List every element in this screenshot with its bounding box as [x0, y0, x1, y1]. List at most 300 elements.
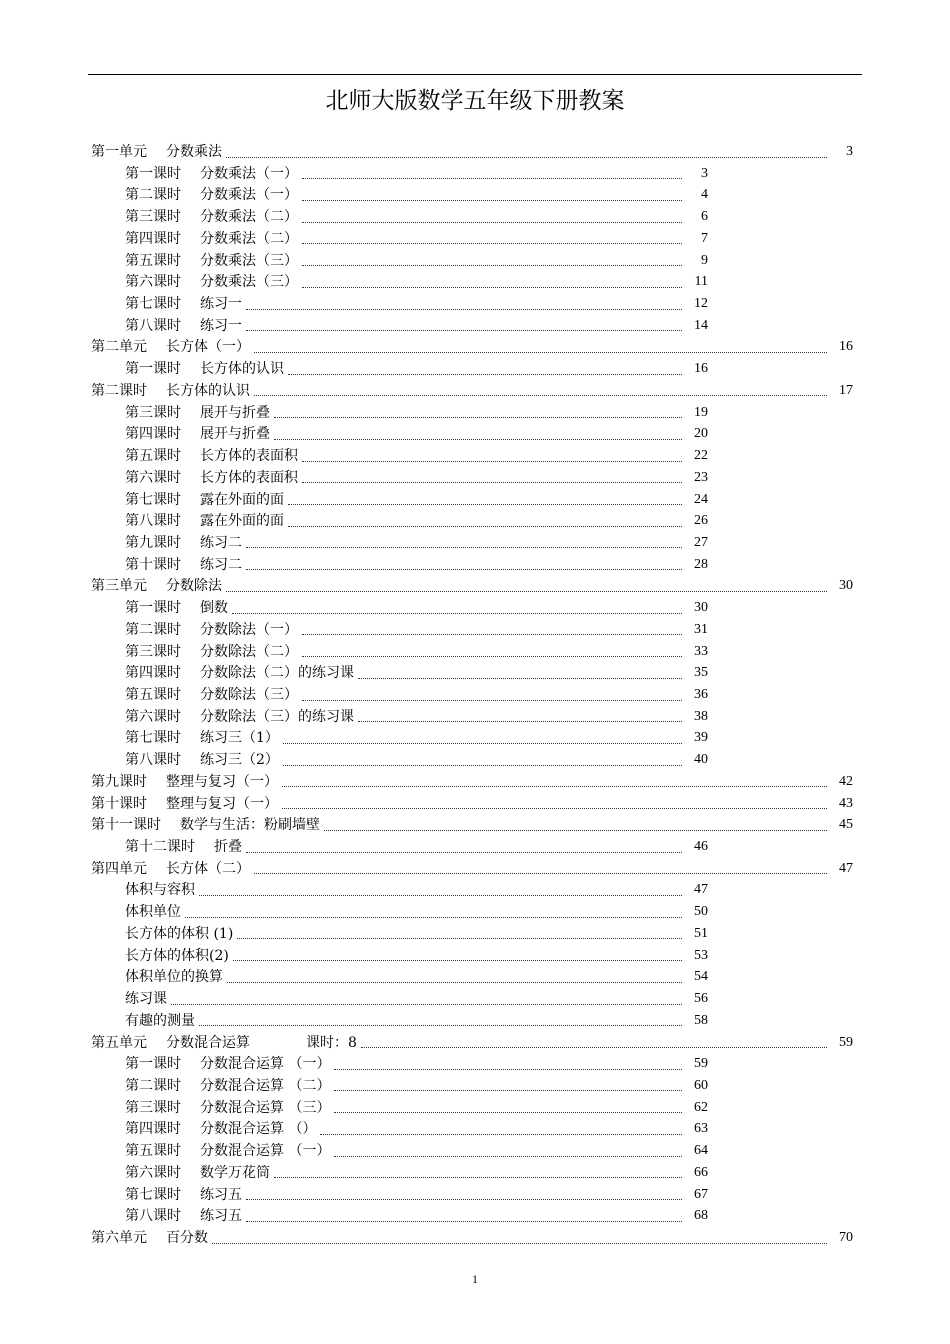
toc-entry-title: 练习二: [200, 534, 242, 551]
toc-entry-label: [91, 380, 250, 402]
toc-entry-number: 第二课时: [125, 1077, 181, 1094]
toc-entry-page: 60: [694, 1077, 708, 1093]
toc-entry-label: [125, 1140, 330, 1162]
toc-entry-title: 数学万花筒: [200, 1164, 270, 1181]
toc-entry-sub[interactable]: [125, 1075, 708, 1097]
dot-leader: [302, 634, 682, 635]
toc-entry-page: 43: [839, 795, 853, 811]
toc-entry-page: 59: [694, 1056, 708, 1072]
toc-entry-label: [125, 901, 181, 923]
toc-entry-sub[interactable]: [125, 1053, 708, 1075]
toc-entry-sub[interactable]: [125, 749, 708, 771]
dot-leader: [283, 743, 682, 744]
toc-entry-label: [125, 293, 242, 315]
toc-entry-page: 3: [701, 165, 708, 181]
dot-leader: [302, 461, 682, 462]
toc-entry-number: 第十一课时: [91, 817, 161, 834]
toc-entry-number: 第七课时: [125, 730, 181, 747]
toc-entry-number: 第六课时: [125, 469, 181, 486]
toc-entry-page: 9: [701, 252, 708, 268]
toc-entry-title: 分数乘法（三）: [200, 274, 298, 291]
toc-entry-sub[interactable]: [125, 532, 708, 554]
toc-entry-number: 第二单元: [91, 339, 147, 356]
dot-leader: [282, 808, 827, 809]
toc-entry-title: 练习五: [200, 1186, 242, 1203]
toc-entry-label: [125, 923, 233, 945]
toc-entry-title: 练习一: [200, 296, 242, 313]
dot-leader: [324, 830, 827, 831]
toc-entry-page: 58: [694, 1012, 708, 1028]
toc-entry-label: [91, 793, 278, 815]
toc-entry-number: 第四单元: [91, 860, 147, 877]
toc-entry-label: [91, 1032, 357, 1054]
toc-entry-number: 第三课时: [125, 1099, 181, 1116]
toc-entry-number: 第一课时: [125, 165, 181, 182]
toc-entry-number: 第四课时: [125, 230, 181, 247]
toc-entry-title: 分数除法（二）的练习课: [200, 665, 354, 682]
toc-entry-number: 第三单元: [91, 578, 147, 595]
toc-entry-label: [91, 814, 320, 836]
toc-entry-label: [125, 597, 228, 619]
toc-entry-number: 第九课时: [125, 534, 181, 551]
dot-leader: [302, 482, 682, 483]
toc-entry-number: 第八课时: [125, 1208, 181, 1225]
toc-entry-title: 分数混合运算 课时：8: [166, 1034, 357, 1051]
dot-leader: [288, 526, 682, 527]
dot-leader: [288, 504, 682, 505]
dot-leader: [246, 309, 682, 310]
toc-entry-label: [125, 489, 284, 511]
toc-entry-number: 第四课时: [125, 426, 181, 443]
dot-leader: [254, 395, 827, 396]
toc-entry-label: [125, 206, 298, 228]
toc-entry-page: 59: [839, 1034, 853, 1050]
toc-entry-page: 56: [694, 991, 708, 1007]
toc-entry-label: [125, 706, 354, 728]
toc-entry-label: [91, 1227, 208, 1249]
toc-entry-page: 7: [701, 230, 708, 246]
toc-entry-sub[interactable]: [125, 1010, 708, 1032]
dot-leader: [302, 222, 682, 223]
toc-entry-title: 露在外面的面: [200, 513, 284, 530]
toc-entry-main[interactable]: [91, 793, 853, 815]
toc-entry-page: 16: [694, 361, 708, 377]
toc-entry-number: 第二课时: [91, 382, 147, 399]
toc-entry-number: 第十二课时: [125, 839, 195, 856]
dot-leader: [302, 287, 682, 288]
dot-leader: [302, 243, 682, 244]
toc-entry-page: 66: [694, 1164, 708, 1180]
toc-entry-label: [125, 945, 229, 967]
toc-entry-label: [91, 771, 278, 793]
dot-leader: [185, 917, 682, 918]
dot-leader: [282, 786, 827, 787]
dot-leader: [226, 591, 827, 592]
toc-entry-title: 分数乘法（一）: [200, 187, 298, 204]
toc-entry-title: 练习五: [200, 1208, 242, 1225]
toc-entry-number: 第九课时: [91, 773, 147, 790]
toc-entry-title: 分数混合运算 （）: [200, 1121, 317, 1138]
toc-entry-sub[interactable]: [125, 163, 708, 185]
toc-entry-label: [91, 141, 222, 163]
toc-entry-sub[interactable]: [125, 271, 708, 293]
dot-leader: [246, 1221, 682, 1222]
toc-entry-page: 51: [694, 925, 708, 941]
toc-entry-title: 分数乘法（一）: [200, 165, 298, 182]
toc-entry-page: 16: [839, 339, 853, 355]
toc-entry-title: 长方体的体积(2): [125, 947, 229, 964]
toc-entry-title: 长方体的认识: [200, 361, 284, 378]
toc-entry-label: [125, 532, 242, 554]
toc-entry-title: 分数除法（三）的练习课: [200, 708, 354, 725]
toc-entry-sub[interactable]: [125, 445, 708, 467]
toc-entry-label: [125, 510, 284, 532]
toc-entry-page: 27: [694, 534, 708, 550]
toc-entry-title: 展开与折叠: [200, 404, 270, 421]
toc-entry-number: 第八课时: [125, 317, 181, 334]
toc-entry-title: 分数乘法: [166, 144, 222, 160]
toc-entry-sub[interactable]: [125, 554, 708, 576]
toc-entry-title: 练习三（1）: [200, 730, 279, 747]
toc-entry-page: 23: [694, 469, 708, 485]
toc-entry-page: 30: [694, 600, 708, 616]
dot-leader: [302, 265, 682, 266]
toc-entry-page: 31: [694, 621, 708, 637]
toc-entry-page: 67: [694, 1186, 708, 1202]
dot-leader: [233, 960, 682, 961]
dot-leader: [361, 1047, 827, 1048]
toc-entry-sub[interactable]: [125, 250, 708, 272]
toc-entry-sub[interactable]: [125, 923, 708, 945]
toc-entry-number: 第五课时: [125, 252, 181, 269]
toc-entry-number: 第四课时: [125, 665, 181, 682]
toc-entry-sub[interactable]: [125, 467, 708, 489]
toc-entry-page: 14: [694, 317, 708, 333]
toc-entry-label: [125, 163, 298, 185]
toc-entry-number: 第六课时: [125, 1164, 181, 1181]
toc-entry-sub[interactable]: [125, 1140, 708, 1162]
toc-entry-sub[interactable]: [125, 684, 708, 706]
toc-entry-page: 33: [694, 643, 708, 659]
toc-entry-label: [125, 1184, 242, 1206]
dot-leader: [212, 1243, 827, 1244]
toc-entry-page: 45: [839, 817, 853, 833]
dot-leader: [334, 1112, 682, 1113]
dot-leader: [283, 765, 682, 766]
dot-leader: [302, 656, 682, 657]
toc-entry-label: [125, 554, 242, 576]
toc-entry-main[interactable]: [91, 1227, 853, 1249]
toc-entry-title: 分数乘法（二）: [200, 230, 298, 247]
toc-entry-sub[interactable]: [125, 966, 708, 988]
toc-entry-main[interactable]: [91, 575, 853, 597]
toc-entry-title: 体积与容积: [125, 882, 195, 899]
toc-entry-sub[interactable]: [125, 358, 708, 380]
toc-entry-sub[interactable]: [125, 988, 708, 1010]
toc-entry-title: 练习一: [200, 317, 242, 334]
toc-entry-label: [91, 858, 250, 880]
toc-entry-number: 第五课时: [125, 448, 181, 465]
toc-entry-page: 35: [694, 665, 708, 681]
toc-entry-sub[interactable]: [125, 510, 708, 532]
toc-entry-label: [125, 662, 354, 684]
toc-entry-page: 62: [694, 1099, 708, 1115]
toc-entry-title: 分数除法（二）: [200, 643, 298, 660]
toc-entry-sub[interactable]: [125, 228, 708, 250]
toc-entry-page: 24: [694, 491, 708, 507]
header-rule: [88, 74, 862, 75]
toc-entry-page: 20: [694, 426, 708, 442]
toc-entry-label: [125, 467, 298, 489]
toc-entry-title: 数学与生活：粉刷墙壁: [180, 817, 320, 834]
toc-entry-title: 分数混合运算 （一）: [200, 1056, 331, 1073]
toc-entry-label: [125, 250, 298, 272]
toc-entry-number: 第六课时: [125, 274, 181, 291]
toc-entry-page: 4: [701, 187, 708, 203]
toc-entry-sub[interactable]: [125, 315, 708, 337]
toc-entry-number: 第八课时: [125, 752, 181, 769]
toc-entry-page: 36: [694, 687, 708, 702]
toc-entry-page: 63: [694, 1121, 708, 1137]
dot-leader: [232, 613, 682, 614]
toc-entry-sub[interactable]: [125, 1162, 708, 1184]
toc-entry-label: [125, 684, 298, 706]
toc-entry-sub[interactable]: [125, 662, 708, 684]
toc-entry-title: 体积单位: [125, 904, 181, 921]
toc-entry-title: 百分数: [166, 1230, 208, 1246]
toc-entry-number: 第一单元: [91, 144, 147, 160]
toc-entry-page: 3: [846, 144, 853, 159]
dot-leader: [246, 569, 682, 570]
toc-entry-main[interactable]: [91, 1032, 853, 1054]
toc-entry-title: 分数乘法（三）: [200, 252, 298, 269]
toc-entry-number: 第十课时: [91, 795, 147, 812]
dot-leader: [199, 1025, 682, 1026]
toc-entry-number: 第十课时: [125, 556, 181, 573]
toc-entry-sub[interactable]: [125, 1184, 708, 1206]
toc-entry-number: 第七课时: [125, 1186, 181, 1203]
toc-entry-page: 38: [694, 708, 708, 724]
dot-leader: [288, 374, 682, 375]
toc-entry-number: 第三课时: [125, 209, 181, 226]
dot-leader: [302, 700, 682, 701]
toc-entry-number: 第一课时: [125, 1056, 181, 1073]
toc-entry-label: [125, 1205, 242, 1227]
toc-entry-sub[interactable]: [125, 901, 708, 923]
toc-entry-sub[interactable]: [125, 206, 708, 228]
toc-entry-title: 分数除法（三）: [200, 687, 298, 703]
toc-entry-number: 第四课时: [125, 1121, 181, 1138]
toc-entry-number: 第五课时: [125, 687, 181, 703]
toc-entry-sub[interactable]: [125, 706, 708, 728]
toc-entry-title: 长方体（二）: [166, 860, 250, 877]
toc-entry-page: 54: [694, 969, 708, 985]
toc-entry-label: [125, 184, 298, 206]
toc-entry-sub[interactable]: [125, 879, 708, 901]
toc-entry-title: 分数混合运算 （一）: [200, 1143, 331, 1160]
toc-entry-main[interactable]: [91, 771, 853, 793]
toc-entry-title: 长方体的表面积: [200, 448, 298, 465]
toc-entry-label: [125, 423, 270, 445]
toc-entry-label: [125, 1075, 330, 1097]
dot-leader: [358, 678, 682, 679]
toc-entry-label: [125, 1097, 330, 1119]
toc-entry-label: [125, 619, 298, 641]
toc-entry-number: 第二课时: [125, 187, 181, 204]
toc-entry-sub[interactable]: [125, 1097, 708, 1119]
toc-entry-title: 露在外面的面: [200, 491, 284, 508]
toc-entry-label: [91, 575, 222, 597]
toc-entry-sub[interactable]: [125, 641, 708, 663]
dot-leader: [254, 873, 827, 874]
toc-entry-number: 第六单元: [91, 1230, 147, 1246]
toc-entry-title: 长方体的表面积: [200, 469, 298, 486]
toc-entry-page: 12: [694, 296, 708, 312]
toc-entry-label: [125, 1162, 270, 1184]
toc-entry-main[interactable]: [91, 336, 853, 358]
toc-entry-main[interactable]: [91, 858, 853, 880]
toc-entry-number: 第五课时: [125, 1143, 181, 1160]
toc-entry-sub[interactable]: [125, 1118, 708, 1140]
toc-entry-label: [125, 271, 298, 293]
toc-entry-number: 第七课时: [125, 491, 181, 508]
dot-leader: [171, 1004, 682, 1005]
toc-entry-title: 体积单位的换算: [125, 969, 223, 986]
toc-entry-sub[interactable]: [125, 423, 708, 445]
toc-entry-title: 分数混合运算 （三）: [200, 1099, 331, 1116]
toc-entry-main[interactable]: [91, 814, 853, 836]
toc-entry-page: 6: [701, 209, 708, 225]
toc-entry-title: 长方体（一）: [166, 339, 250, 356]
toc-entry-title: 长方体的体积 (1): [125, 925, 234, 942]
toc-entry-sub[interactable]: [125, 184, 708, 206]
toc-entry-sub[interactable]: [125, 489, 708, 511]
dot-leader: [199, 895, 682, 896]
toc-entry-page: 22: [694, 448, 708, 464]
dot-leader: [358, 721, 682, 722]
toc-entry-label: [125, 1010, 195, 1032]
toc-entry-title: 长方体的认识: [166, 382, 250, 399]
toc-entry-page: 11: [694, 274, 708, 290]
toc-entry-title: 倒数: [200, 600, 228, 617]
toc-entry-title: 分数除法: [166, 578, 222, 595]
toc-entry-label: [125, 1053, 330, 1075]
toc-entry-sub[interactable]: [125, 597, 708, 619]
dot-leader: [246, 547, 682, 548]
toc-entry-page: 26: [694, 513, 708, 529]
toc-entry-page: 68: [694, 1208, 708, 1224]
toc-entry-number: 第二课时: [125, 621, 181, 638]
toc-entry-title: 分数混合运算 （二）: [200, 1077, 331, 1094]
toc-entry-number: 第八课时: [125, 513, 181, 530]
toc-entry-page: 64: [694, 1143, 708, 1159]
dot-leader: [274, 417, 682, 418]
toc-entry-sub[interactable]: [125, 1205, 708, 1227]
toc-entry-title: 有趣的测量: [125, 1012, 195, 1029]
toc-entry-page: 17: [839, 382, 853, 398]
toc-entry-title: 折叠: [214, 839, 242, 856]
toc-entry-title: 分数除法（一）: [200, 621, 298, 638]
toc-entry-title: 整理与复习（一）: [166, 795, 278, 812]
dot-leader: [226, 157, 827, 158]
toc-entry-label: [125, 836, 242, 858]
toc-entry-page: 46: [694, 839, 708, 855]
toc-entry-label: [125, 879, 195, 901]
toc-entry-sub[interactable]: [125, 619, 708, 641]
toc-entry-label: [125, 445, 298, 467]
toc-entry-number: 第三课时: [125, 643, 181, 660]
toc-entry-page: 39: [694, 730, 708, 746]
dot-leader: [274, 439, 682, 440]
toc-entry-label: [125, 402, 270, 424]
toc-entry-number: 第一课时: [125, 600, 181, 617]
toc-entry-title: 分数乘法（二）: [200, 209, 298, 226]
toc-entry-label: [125, 749, 279, 771]
toc-entry-number: 第三课时: [125, 404, 181, 421]
toc-entry-sub[interactable]: [125, 836, 708, 858]
dot-leader: [227, 982, 682, 983]
toc-entry-label: [125, 358, 284, 380]
dot-leader: [334, 1090, 682, 1091]
toc-entry-number: 第七课时: [125, 296, 181, 313]
dot-leader: [237, 938, 682, 939]
page-number: 1: [472, 1272, 478, 1286]
toc-entry-sub[interactable]: [125, 293, 708, 315]
toc-entry-page: 30: [839, 578, 853, 594]
dot-leader: [334, 1069, 682, 1070]
toc-entry-sub[interactable]: [125, 402, 708, 424]
toc-entry-title: 练习二: [200, 556, 242, 573]
toc-entry-page: 70: [839, 1230, 853, 1245]
toc-entry-page: 47: [839, 860, 853, 876]
toc-entry-number: 第六课时: [125, 708, 181, 725]
toc-entry-label: [91, 336, 250, 358]
toc-entry-main[interactable]: [91, 380, 853, 402]
document-title: 北师大版数学五年级下册教案: [325, 88, 625, 114]
dot-leader: [334, 1156, 682, 1157]
toc-entry-page: 42: [839, 773, 853, 789]
dot-leader: [246, 852, 682, 853]
toc-entry-label: [125, 966, 223, 988]
dot-leader: [274, 1177, 682, 1178]
toc-entry-label: [125, 727, 279, 749]
toc-entry-title: 整理与复习（一）: [166, 773, 278, 790]
toc-entry-title: 练习三（2）: [200, 752, 279, 769]
toc-entry-page: 47: [694, 882, 708, 898]
dot-leader: [320, 1134, 682, 1135]
toc-entry-label: [125, 641, 298, 663]
toc-entry-number: 第一课时: [125, 361, 181, 378]
dot-leader: [302, 178, 682, 179]
toc-entry-number: 第五单元: [91, 1034, 147, 1051]
dot-leader: [302, 200, 682, 201]
toc-entry-title: 展开与折叠: [200, 426, 270, 443]
toc-entry-sub[interactable]: [125, 945, 708, 967]
toc-entry-sub[interactable]: [125, 727, 708, 749]
toc-entry-label: [125, 988, 167, 1010]
toc-entry-label: [125, 228, 298, 250]
toc-entry-label: [125, 1118, 316, 1140]
dot-leader: [246, 1199, 682, 1200]
toc-entry-page: 19: [694, 404, 708, 420]
dot-leader: [254, 352, 827, 353]
toc-entry-title: 练习课: [125, 991, 167, 1008]
toc-entry-main[interactable]: [91, 141, 853, 163]
toc-entry-label: [125, 315, 242, 337]
toc-entry-page: 28: [694, 556, 708, 572]
toc-entry-page: 50: [694, 904, 708, 920]
toc-entry-page: 40: [694, 752, 708, 768]
